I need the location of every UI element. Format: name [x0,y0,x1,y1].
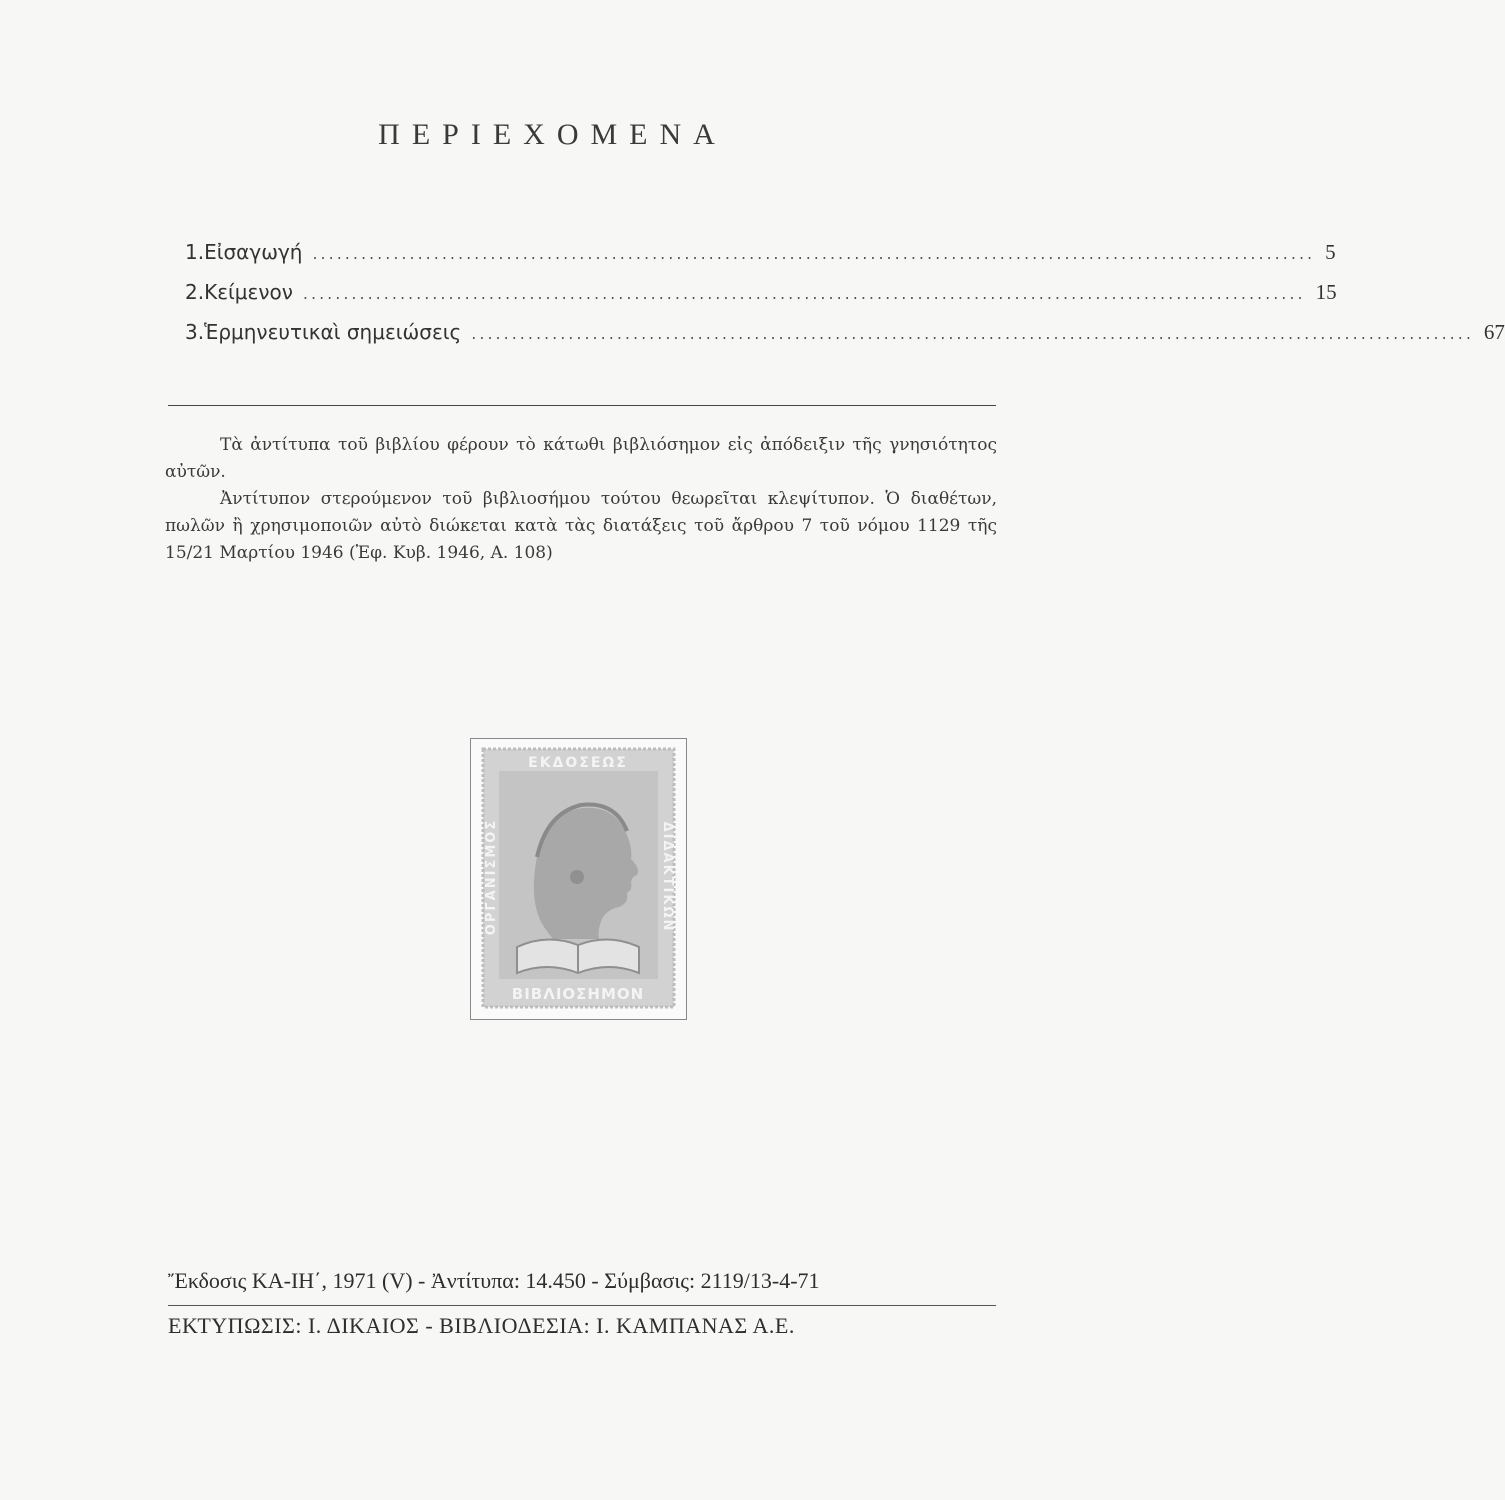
toc-title: Κείμενον [204,280,293,304]
divider [168,405,996,406]
copyright-notice [165,432,997,567]
page-title: ΠΕΡΙΕΧΟΜΕΝΑ [378,118,727,151]
toc-leader-dots: ............................................................................................................................ [312,244,1316,263]
toc-leader-dots: ............................................................................................................................ [471,324,1474,343]
stamp-right-text: ΔΙΔΑΚΤΙΚΩΝ [660,821,675,933]
toc-number: 2. [185,280,205,304]
notice-paragraph: Ἀντίτυπον στερούμενον τοῦ βιβλιοσήμου τούτου θεωρεῖται κλεψίτυπον. Ὁ διαθέτων, πωλῶν ἢ χρησιμοποιῶν αὐτὸ διώκεται κατὰ τὰς διατάξεις τοῦ ἄρθρου 7 τοῦ νόμου 1129 τῆς 15/21 Μαρτίου 1946 (Ἐφ. Κυβ. 1946, Α. 108) [165,489,997,563]
toc-page-number: 67 [1483,320,1505,344]
toc-number: 3. [185,320,205,344]
toc-entry [185,240,1336,280]
toc-leader-dots: ............................................................................................................................ [302,284,1306,303]
toc-entry [185,320,1505,360]
book-stamp [470,738,687,1020]
toc-entry [185,280,1337,320]
stamp-left-text: ΟΡΓΑΝΙΣΜΟΣ [484,818,499,936]
toc-page-number: 15 [1315,280,1337,304]
toc-page-number: 5 [1325,240,1336,264]
toc-title: Ἑρμηνευτικαὶ σημειώσεις [204,320,462,344]
toc-number: 1. [185,240,205,264]
stamp-bottom-text: ΒΙΒΛΙΟΣΗΜΟΝ [511,985,645,1003]
stamp-top-text: ΕΚΔΟΣΕΩΣ [528,755,628,771]
printing-line: ΕΚΤΥΠΩΣΙΣ: Ι. ΔΙΚΑΙΟΣ - ΒΙΒΛΙΟΔΕΣΙΑ: Ι. ΚΑΜΠΑΝΑΣ Α.Ε. [168,1313,795,1338]
divider [168,1305,996,1306]
notice-paragraph: Τὰ ἀντίτυπα τοῦ βιβλίου φέρουν τὸ κάτωθι βιβλιόσημον εἰς ἀπόδειξιν τῆς γνησιότητος αὐτῶν. [165,435,997,482]
table-of-contents [185,240,1505,360]
edition-line: Ἔκδοσις ΚΑ-ΙΗ΄, 1971 (V) - Ἀντίτυπα: 14.450 - Σύμβασις: 2119/13-4-71 [168,1268,820,1293]
toc-title: Εἰσαγωγή [204,240,303,264]
book-stamp-image [481,747,676,1009]
